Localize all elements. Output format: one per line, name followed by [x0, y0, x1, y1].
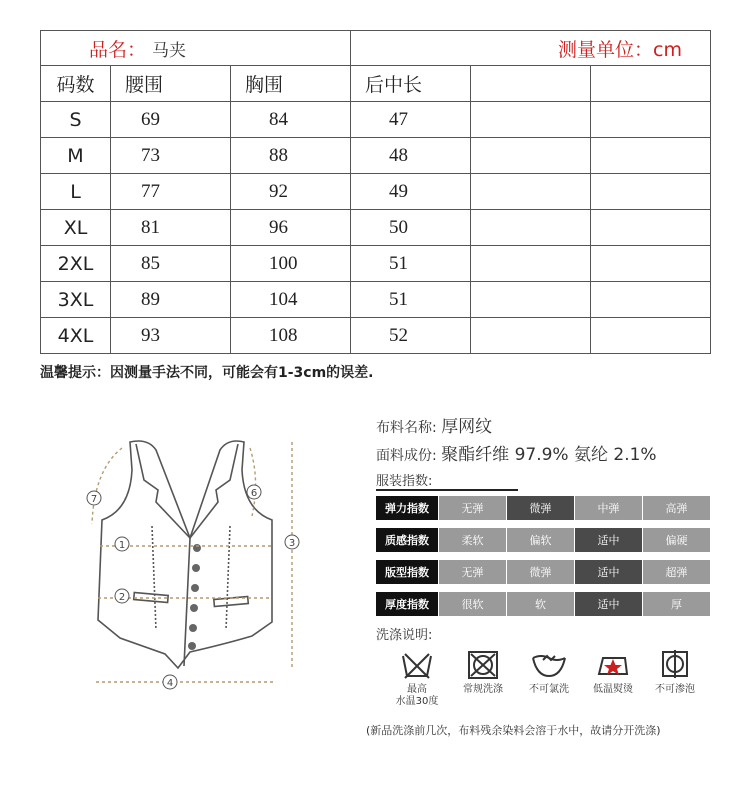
vest-measurement-diagram [60, 430, 320, 700]
wash-label: 低温熨烫 [593, 684, 633, 695]
attributes-divider [376, 489, 518, 491]
empty-cell [591, 246, 711, 282]
size-cell: L [41, 174, 111, 210]
attribute-option: 无弹 [439, 496, 506, 520]
empty-cell [471, 102, 591, 138]
empty-cell [591, 66, 711, 102]
attribute-option: 偏硬 [643, 528, 710, 552]
length-cell: 51 [351, 282, 471, 318]
no-soak-icon [657, 646, 693, 682]
wash-item [448, 646, 518, 696]
attribute-option-selected: 适中 [575, 528, 642, 552]
size-chart-table [40, 30, 711, 354]
attribute-option: 超弹 [643, 560, 710, 584]
empty-cell [471, 210, 591, 246]
waist-cell: 85 [111, 246, 231, 282]
attribute-row-thickness [376, 592, 712, 616]
wash-label: 不可渗泡 [655, 684, 695, 695]
armhole-measure-line-left [92, 448, 122, 524]
header-size: 码数 [41, 66, 111, 102]
regular-wash-icon [465, 646, 501, 682]
marker-waist: 2 [118, 592, 126, 603]
marker-chest: 1 [118, 540, 126, 551]
empty-cell [591, 318, 711, 354]
size-cell: 2XL [41, 246, 111, 282]
low-iron-icon [593, 646, 633, 682]
marker-armhole: 6 [250, 488, 258, 499]
length-cell: 52 [351, 318, 471, 354]
wash-item [640, 646, 710, 696]
attribute-label: 版型指数 [376, 560, 438, 584]
attribute-option: 高弹 [643, 496, 710, 520]
attribute-row-texture [376, 528, 712, 552]
empty-cell [591, 282, 711, 318]
empty-cell [591, 210, 711, 246]
waist-cell: 89 [111, 282, 231, 318]
length-cell: 49 [351, 174, 471, 210]
measurement-tip: 温馨提示：因测量手法不同，可能会有1-3cm的误差. [40, 365, 374, 381]
table-header-row [41, 66, 711, 102]
attribute-option: 偏软 [507, 528, 574, 552]
fabric-name-value: 厚网纹 [441, 417, 493, 437]
attribute-option: 很软 [439, 592, 506, 616]
marker-back-length: 3 [288, 538, 296, 549]
right-lapel [190, 444, 238, 538]
attribute-row-fit [376, 560, 712, 584]
fabric-name: 布料名称: 厚网纹 [376, 417, 493, 437]
attribute-option: 柔软 [439, 528, 506, 552]
wash-title: 洗涤说明: [376, 628, 433, 643]
chest-cell: 108 [231, 318, 351, 354]
table-row [41, 174, 711, 210]
length-cell: 47 [351, 102, 471, 138]
attribute-option: 微弹 [507, 560, 574, 584]
attribute-label: 弹力指数 [376, 496, 438, 520]
table-row [41, 102, 711, 138]
attribute-option: 无弹 [439, 560, 506, 584]
waist-cell: 73 [111, 138, 231, 174]
table-row [41, 282, 711, 318]
chest-cell: 84 [231, 102, 351, 138]
wash-note: (新品洗涤前几次，布料残余染料会溶于水中，故请分开洗涤) [366, 724, 661, 737]
chest-cell: 104 [231, 282, 351, 318]
table-row [41, 210, 711, 246]
empty-cell [471, 318, 591, 354]
attribute-option: 中弹 [575, 496, 642, 520]
wash-item [514, 646, 584, 696]
empty-cell [591, 102, 711, 138]
attribute-row-elasticity [376, 496, 712, 520]
empty-cell [471, 282, 591, 318]
empty-cell [471, 138, 591, 174]
attributes-title: 服装指数: [376, 474, 433, 489]
length-cell: 51 [351, 246, 471, 282]
attribute-label: 质感指数 [376, 528, 438, 552]
wash-item [578, 646, 648, 696]
chest-cell: 100 [231, 246, 351, 282]
hand-wash-30-icon [399, 646, 435, 682]
left-lapel [136, 444, 190, 538]
attribute-option-selected: 适中 [575, 592, 642, 616]
fabric-composition: 面料成份: 聚酯纤维 97.9% 氨纶 2.1% [376, 445, 657, 465]
empty-cell [591, 174, 711, 210]
length-cell: 48 [351, 138, 471, 174]
wash-item [382, 646, 452, 708]
header-waist: 腰围 [111, 66, 231, 102]
marker-side: 7 [90, 494, 98, 505]
attribute-option: 软 [507, 592, 574, 616]
attribute-option-selected: 适中 [575, 560, 642, 584]
attribute-option-selected: 微弹 [507, 496, 574, 520]
table-row [41, 246, 711, 282]
measure-unit: 测量单位：cm [351, 31, 711, 66]
waist-cell: 69 [111, 102, 231, 138]
table-title-row [41, 31, 711, 66]
marker-hem: 4 [166, 678, 174, 689]
left-pocket [134, 593, 168, 603]
waist-cell: 81 [111, 210, 231, 246]
header-chest: 胸围 [231, 66, 351, 102]
size-cell: S [41, 102, 111, 138]
table-row [41, 138, 711, 174]
header-length: 后中长 [351, 66, 471, 102]
waist-cell: 77 [111, 174, 231, 210]
chest-cell: 88 [231, 138, 351, 174]
empty-cell [471, 246, 591, 282]
empty-cell [591, 138, 711, 174]
no-bleach-icon [529, 646, 569, 682]
attribute-option: 厚 [643, 592, 710, 616]
length-cell: 50 [351, 210, 471, 246]
attribute-label: 厚度指数 [376, 592, 438, 616]
size-cell: 3XL [41, 282, 111, 318]
size-cell: 4XL [41, 318, 111, 354]
chest-cell: 92 [231, 174, 351, 210]
size-cell: M [41, 138, 111, 174]
wash-label: 常规洗涤 [463, 684, 503, 695]
wash-label: 最高 水温30度 [395, 684, 439, 707]
product-value: 马夹 [152, 40, 187, 61]
empty-cell [471, 66, 591, 102]
table-row [41, 318, 711, 354]
size-cell: XL [41, 210, 111, 246]
waist-cell: 93 [111, 318, 231, 354]
product-name: 品名： 马夹 [41, 31, 351, 66]
empty-cell [471, 174, 591, 210]
vest-buttons [188, 544, 201, 650]
wash-label: 不可氯洗 [529, 684, 569, 695]
fabric-composition-value: 聚酯纤维 97.9% 氨纶 2.1% [441, 445, 657, 465]
chest-cell: 96 [231, 210, 351, 246]
